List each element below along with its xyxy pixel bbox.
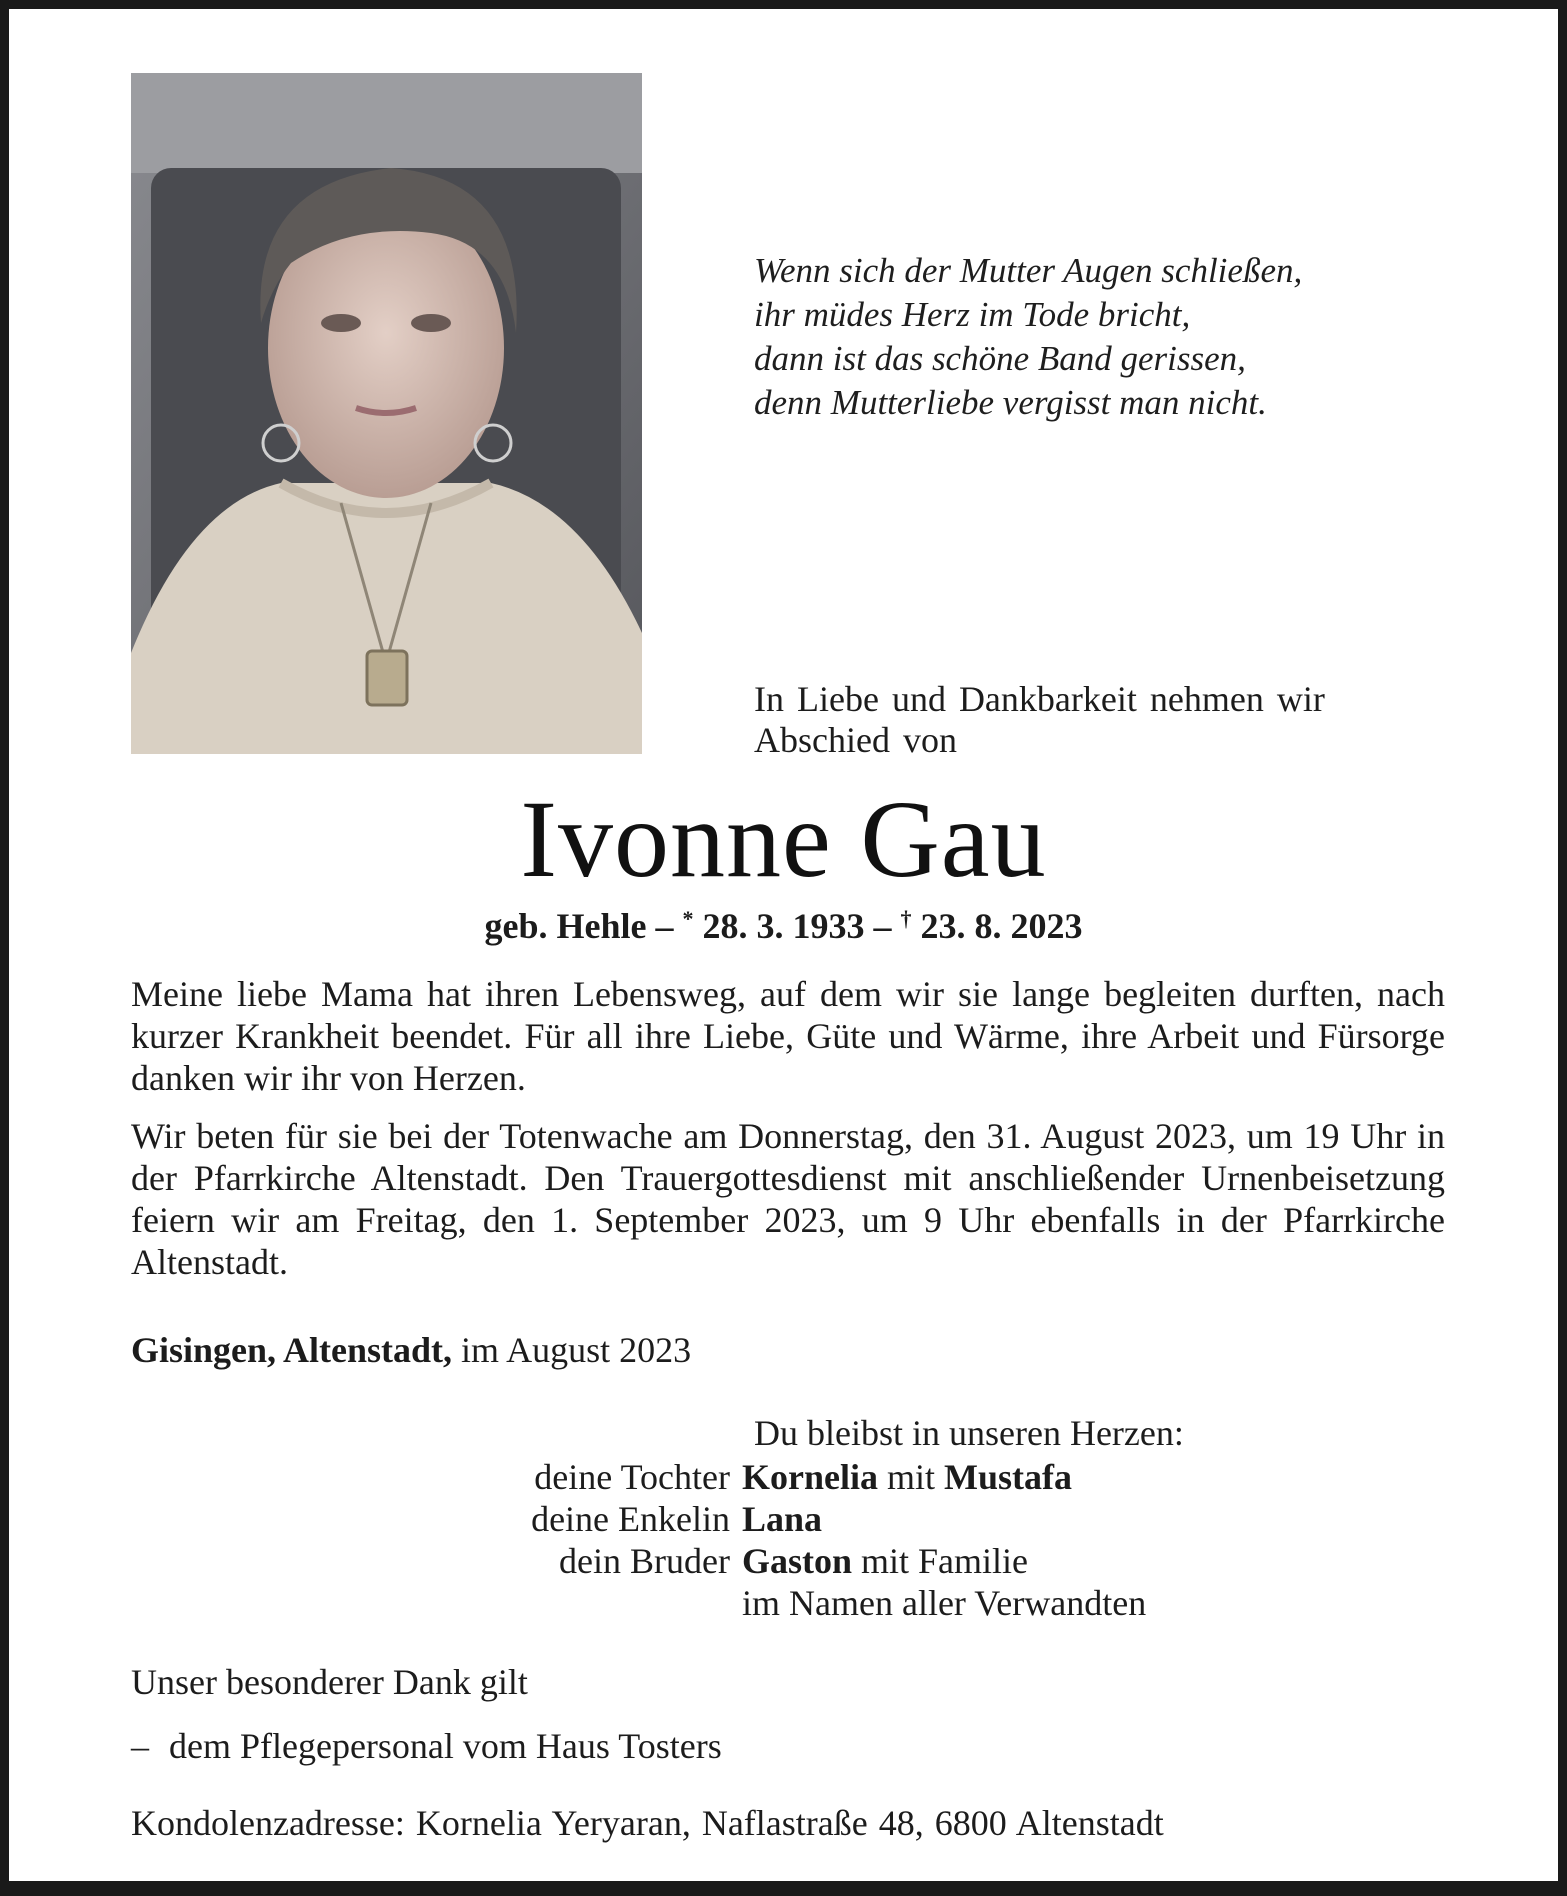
- thanks-item: [131, 1725, 722, 1767]
- service-paragraph: Wir beten für sie bei der Totenwache am Donnerstag, den 31. August 2023, um 19 Uhr in der Pfarrkirche Altenstadt. Den Trauergottesdienst mit anschließender Urnenbeisetzung feiern wir am Freitag, den 1. September 2023, um 9 Uhr ebenfalls in der Pfarrkirche Altenstadt.: [131, 1116, 1445, 1282]
- birth-date: 28. 3. 1933 –: [702, 906, 892, 946]
- death-symbol: †: [900, 906, 912, 931]
- obituary-page: [9, 9, 1558, 1881]
- family-relation: [389, 1582, 742, 1624]
- thanks-text: dem Pflegepersonal vom Haus Tosters: [169, 1726, 722, 1766]
- birth-symbol: *: [682, 906, 694, 931]
- deceased-name: Ivonne Gau: [520, 778, 1047, 900]
- family-name: Kornelia: [742, 1457, 878, 1497]
- tribute-paragraph: Meine liebe Mama hat ihren Lebensweg, auf dem wir sie lange begleiten durften, nach kurzer Krankheit beendet. Für all ihre Liebe, Güte und Wärme, ihre Arbeit und Fürsorge danken wir ihr von Herzen.: [131, 974, 1445, 1098]
- family-name: Gaston: [742, 1541, 853, 1581]
- condolence-address: Kondolenzadresse: Kornelia Yeryaran, Naflastraße 48, 6800 Altenstadt: [131, 1803, 1164, 1843]
- death-date: 23. 8. 2023: [920, 906, 1083, 946]
- family-names: [742, 1498, 822, 1540]
- poem-line: denn Mutterliebe vergisst man nicht.: [754, 383, 1267, 422]
- family-connector: mit Familie: [861, 1541, 1029, 1581]
- family-relation: deine Tochter: [534, 1457, 730, 1497]
- family-row: [389, 1582, 1146, 1624]
- portrait-image: [131, 73, 642, 754]
- family-heading: Du bleibst in unseren Herzen:: [754, 1413, 1184, 1453]
- family-row: [389, 1456, 1146, 1498]
- family-names: [742, 1540, 1028, 1582]
- poem: [754, 249, 1474, 425]
- family-row: [389, 1498, 1146, 1540]
- family-name: Lana: [742, 1499, 823, 1539]
- farewell-intro: In Liebe und Dankbarkeit nehmen wir Abschied von: [754, 679, 1325, 760]
- poem-line: ihr müdes Herz im Tode bricht,: [754, 295, 1191, 334]
- poem-line: dann ist das schöne Band gerissen,: [754, 339, 1246, 378]
- thanks-bullet: –: [131, 1726, 149, 1766]
- place-location: Gisingen, Altenstadt,: [131, 1330, 453, 1370]
- thanks-heading: Unser besonderer Dank gilt: [131, 1662, 528, 1702]
- family-names: [742, 1456, 1072, 1498]
- place-date: [131, 1329, 691, 1371]
- family-connector: im Namen aller Verwandten: [742, 1583, 1147, 1623]
- family-name-2: Mustafa: [944, 1457, 1072, 1497]
- place-month: im August 2023: [461, 1330, 692, 1370]
- family-list: [389, 1456, 1146, 1624]
- family-relation: dein Bruder: [559, 1541, 730, 1581]
- family-relation: deine Enkelin: [531, 1499, 730, 1539]
- portrait-photo: [131, 73, 642, 754]
- family-names: [742, 1582, 1146, 1624]
- family-connector: mit: [886, 1457, 935, 1497]
- maiden-name: geb. Hehle –: [484, 906, 674, 946]
- family-row: [389, 1540, 1146, 1582]
- life-dates: [9, 897, 1558, 948]
- poem-line: Wenn sich der Mutter Augen schließen,: [754, 251, 1303, 290]
